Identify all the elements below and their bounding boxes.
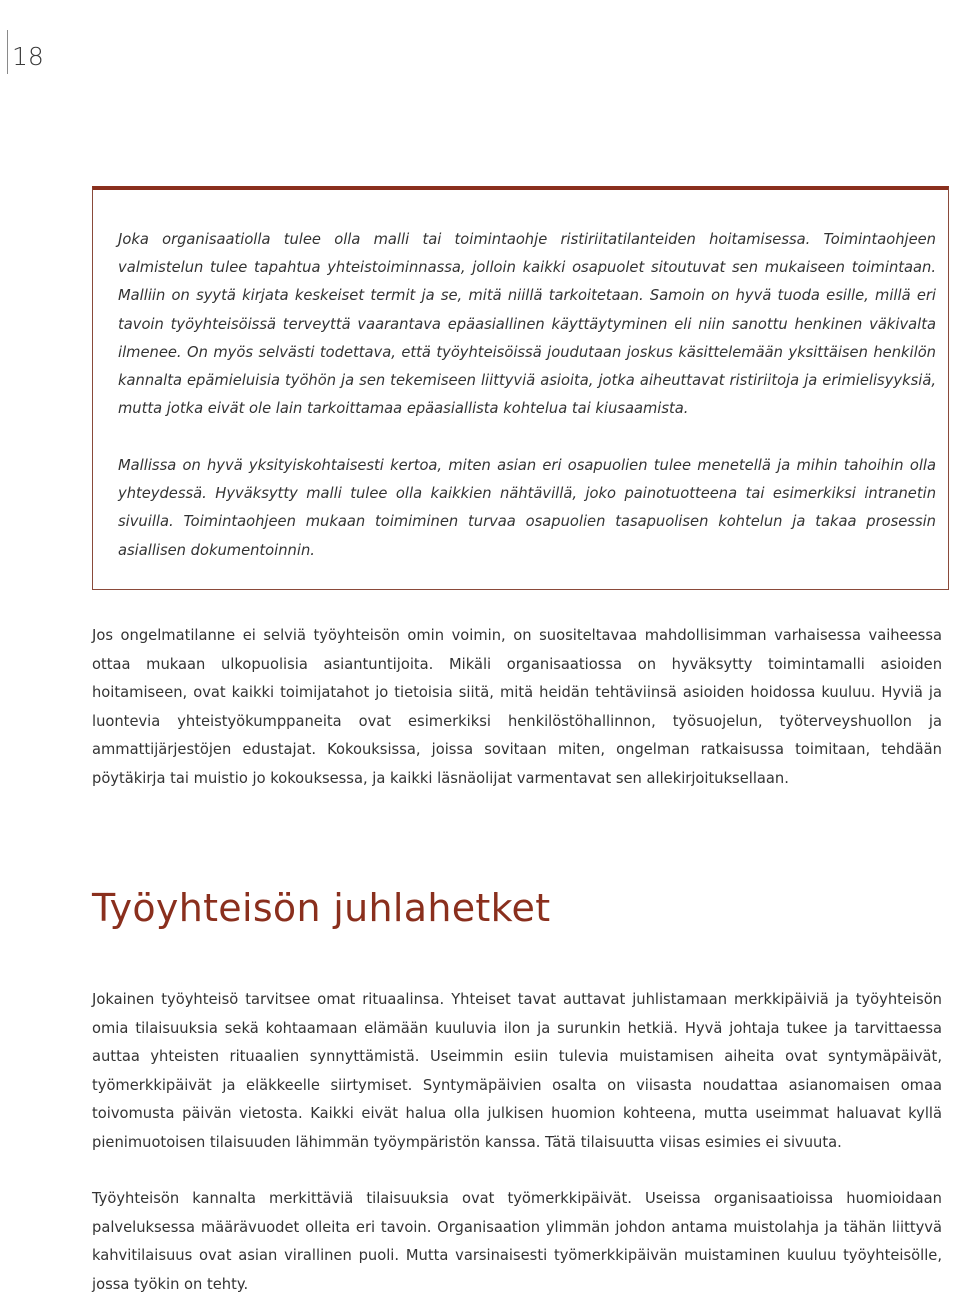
page-number-rule bbox=[7, 30, 8, 74]
body-paragraph-1: Jos ongelmatilanne ei selviä työyhteisön omin voimin, on suositeltavaa mahdollisimman varhaisessa vaiheessa ottaa mukaan ulkopuolisia asiantuntijoita. Mikäli organisaatiossa on hyväksytty toimintamalli asioiden hoitamiseen, ovat kaikki toimijatahot jo tietoisia siitä, mitä heidän tehtäviinsä asioiden hoidossa kuuluu. Hyviä ja luontevia yhteistyökumppaneita ovat esimerkiksi henkilöstöhallinnon, työsuojelun, työterveyshuollon ja ammattijärjestöjen edustajat. Kokouksissa, joissa sovitaan miten, ongelman ratkaisussa toimitaan, tehdään pöytäkirja tai muistio jo kokouksessa, ja kaikki läsnäolijat varmentavat sen allekirjoituksellaan. bbox=[92, 627, 942, 787]
section-heading: Työyhteisön juhlahetket bbox=[92, 886, 551, 930]
section-paragraph-1: Jokainen työyhteisö tarvitsee omat rituaalinsa. Yhteiset tavat auttavat juhlistamaan merkkipäiviä ja työyhteisön omia tilaisuuksia sekä kohtaamaan elämään kuuluvia ilon ja surunkin hetkiä. Hyvä johtaja tukee ja tarvittaessa auttaa yhteisten rituaalien synnyttämistä. Useimmin esiin tulevia muistamisen aiheita ovat syntymäpäivät, työmerkkipäivät ja eläkkeelle siirtymiset. Syntymäpäivien osalta on viisasta noudattaa asianomaisen omaa toivomusta päivän vietosta. Kaikki eivät halua olla julkisen huomion kohteena, mutta useimmat haluavat kyllä pienimuotoisen tilaisuuden lähimmän työympäristön kanssa. Tätä tilaisuutta viisas esimies ei sivuuta. bbox=[92, 991, 942, 1151]
guideline-box bbox=[92, 186, 949, 590]
page-number: 18 bbox=[12, 42, 44, 71]
box-paragraph-1: Joka organisaatiolla tulee olla malli tai toimintaohje ristiriitatilanteiden hoitamisessa. Toimintaohjeen valmistelun tulee tapahtua yhteistoiminnassa, jolloin kaikki osapuolet sitoutuvat sen mukaiseen toimintaan. Malliin on syytä kirjata keskeiset termit ja se, mitä niillä tarkoitetaan. Samoin on hyvä tuoda esille, millä eri tavoin työyhteisöissä terveyttä vaarantava epäasiallinen käyttäytyminen eli niin sanottu henkinen väkivalta ilmenee. On myös selvästi todettava, että työyhteisöissä joudutaan joskus käsittelemään yksittäisen henkilön kannalta epämieluisia työhön ja sen tekemiseen liittyviä asioita, jotka aiheuttavat ristiriitoja ja erimielisyyksiä, mutta jotka eivät ole lain tarkoittamaa epäasiallista kohtelua tai kiusaamista. bbox=[118, 231, 936, 418]
section-paragraph-2: Työyhteisön kannalta merkittäviä tilaisuuksia ovat työmerkkipäivät. Useissa organisaatioissa huomioidaan palveluksessa määrävuodet olleita eri tavoin. Organisaation ylimmän johdon antama muistolahja ja tähän liittyvä kahvitilaisuus ovat asian virallinen puoli. Mutta varsinaisesti työmerkkipäivän muistaminen kuuluu työyhteisölle, jossa työkin on tehty. bbox=[92, 1190, 942, 1293]
box-paragraph-2: Mallissa on hyvä yksityiskohtaisesti kertoa, miten asian eri osapuolien tulee menetellä ja mihin tahoihin olla yhteydessä. Hyväksytty malli tulee olla kaikkien nähtävillä, joko painotuotteena tai esimerkiksi intranetin sivuilla. Toimintaohjeen mukaan toimiminen turvaa osapuolien tasapuolisen kohtelun ja takaa prosessin asiallisen dokumentoinnin. bbox=[118, 457, 936, 559]
